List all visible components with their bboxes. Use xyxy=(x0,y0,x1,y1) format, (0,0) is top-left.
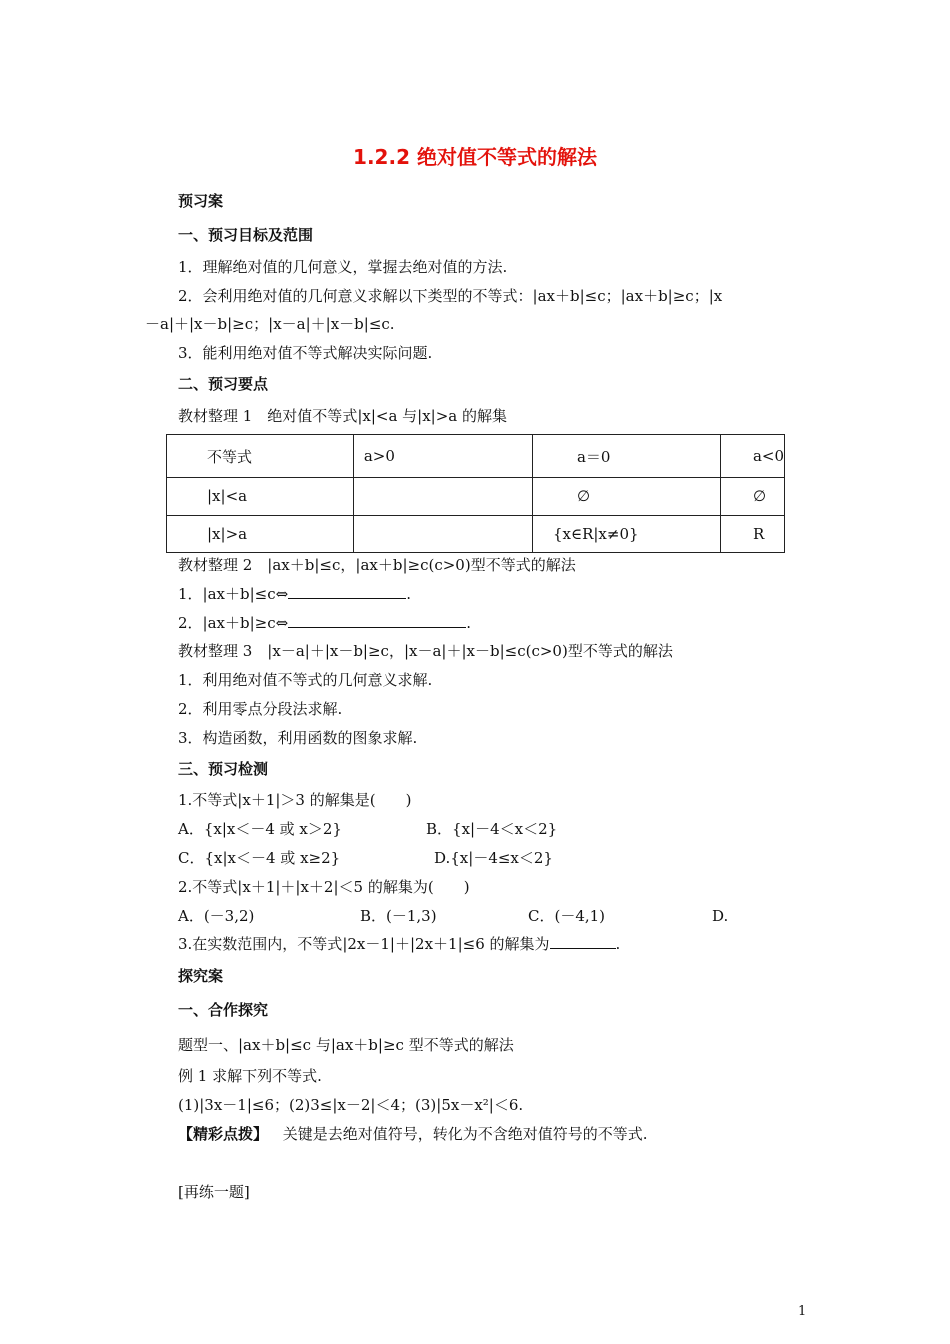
tip-label: 【精彩点拨】 xyxy=(178,1125,269,1143)
question-1-option-d[interactable]: D.{x|－4≤x＜2} xyxy=(434,849,553,867)
section-cooperate-heading: 一、合作探究 xyxy=(178,1001,269,1019)
table-row xyxy=(167,515,785,552)
table-cell: {x∈R|x≠0} xyxy=(532,515,720,552)
table-cell xyxy=(353,478,532,515)
example-1-parts: (1)|3x－1|≤6；(2)3≤|x－2|＜4；(3)|5x－x²|＜6. xyxy=(178,1096,524,1114)
question-2-option-d[interactable]: D. xyxy=(712,907,729,925)
answer-blank[interactable] xyxy=(550,934,616,949)
table-cell: a<0 xyxy=(720,435,784,478)
question-1-option-a[interactable]: A．{x|x＜－4 或 x＞2} xyxy=(178,820,342,838)
material-1-heading: 教材整理 1 绝对值不等式|x|<a 与|x|>a 的解集 xyxy=(178,407,508,425)
section-keypoints-heading: 二、预习要点 xyxy=(178,375,269,393)
question-1-option-b[interactable]: B．{x|－4＜x＜2} xyxy=(426,820,558,838)
goal-item-2-continued: －a|＋|x－b|≥c；|x－a|＋|x－b|≤c. xyxy=(145,315,395,333)
table-cell: 不等式 xyxy=(167,435,354,478)
material-2-item-1 xyxy=(178,584,411,604)
goal-item-2: 2．会利用绝对值的几何意义求解以下类型的不等式：|ax＋b|≤c；|ax＋b|≥c；|x xyxy=(178,287,723,305)
table-cell: ∅ xyxy=(720,478,784,515)
solution-set-table xyxy=(166,434,785,553)
table-cell: |x|<a xyxy=(167,478,354,515)
question-3-text: 3.在实数范围内，不等式|2x－1|＋|2x＋1|≤6 的解集为 xyxy=(178,935,550,953)
page-title: 1.2.2 绝对值不等式的解法 xyxy=(353,145,597,169)
table-cell: ∅ xyxy=(532,478,720,515)
question-3 xyxy=(178,934,620,954)
table-row xyxy=(167,435,785,478)
question-2-option-c[interactable]: C．(－4,1) xyxy=(528,907,606,925)
answer-blank[interactable] xyxy=(288,613,466,628)
material-3-item-3: 3．构造函数，利用函数的图象求解. xyxy=(178,729,418,747)
type-1-heading: 题型一、|ax＋b|≤c 与|ax＋b|≥c 型不等式的解法 xyxy=(178,1036,514,1054)
material-3-heading: 教材整理 3 |x－a|＋|x－b|≥c，|x－a|＋|x－b|≤c(c>0)型不等式的解法 xyxy=(178,642,673,660)
period: . xyxy=(466,614,471,632)
table-cell: |x|>a xyxy=(167,515,354,552)
question-1: 1.不等式|x＋1|＞3 的解集是( ) xyxy=(178,791,412,809)
question-2-option-a[interactable]: A．(－3,2) xyxy=(178,907,255,925)
table-cell: a＝0 xyxy=(532,435,720,478)
tip-text: 关键是去绝对值符号，转化为不含绝对值符号的不等式. xyxy=(282,1125,648,1143)
table-cell: a>0 xyxy=(353,435,532,478)
page-number: 1 xyxy=(798,1304,807,1319)
material-2-item-2-text: 2．|ax＋b|≥c⇔ xyxy=(178,614,289,632)
material-2-item-1-text: 1．|ax＋b|≤c⇔ xyxy=(178,585,289,603)
material-3-item-1: 1．利用绝对值不等式的几何意义求解. xyxy=(178,671,433,689)
table-row xyxy=(167,478,785,515)
table-cell xyxy=(353,515,532,552)
period: . xyxy=(406,585,411,603)
question-2: 2.不等式|x＋1|＋|x＋2|＜5 的解集为( ) xyxy=(178,878,470,896)
practice-label: [再练一题] xyxy=(178,1183,250,1201)
explore-heading: 探究案 xyxy=(178,967,224,985)
goal-item-1: 1．理解绝对值的几何意义，掌握去绝对值的方法. xyxy=(178,258,508,276)
answer-blank[interactable] xyxy=(288,584,406,599)
preview-heading: 预习案 xyxy=(178,192,224,210)
period: . xyxy=(615,935,621,953)
tip xyxy=(178,1124,648,1144)
section-goals-heading: 一、预习目标及范围 xyxy=(178,226,314,244)
material-3-item-2: 2．利用零点分段法求解. xyxy=(178,700,343,718)
table-cell: R xyxy=(720,515,784,552)
example-1: 例 1 求解下列不等式. xyxy=(178,1067,322,1085)
material-2-item-2 xyxy=(178,613,471,633)
question-2-option-b[interactable]: B．(－1,3) xyxy=(360,907,437,925)
material-2-heading: 教材整理 2 |ax＋b|≤c，|ax＋b|≥c(c>0)型不等式的解法 xyxy=(178,556,576,574)
section-check-heading: 三、预习检测 xyxy=(178,760,269,778)
goal-item-3: 3．能利用绝对值不等式解决实际问题. xyxy=(178,344,433,362)
question-1-option-c[interactable]: C．{x|x＜－4 或 x≥2} xyxy=(178,849,341,867)
